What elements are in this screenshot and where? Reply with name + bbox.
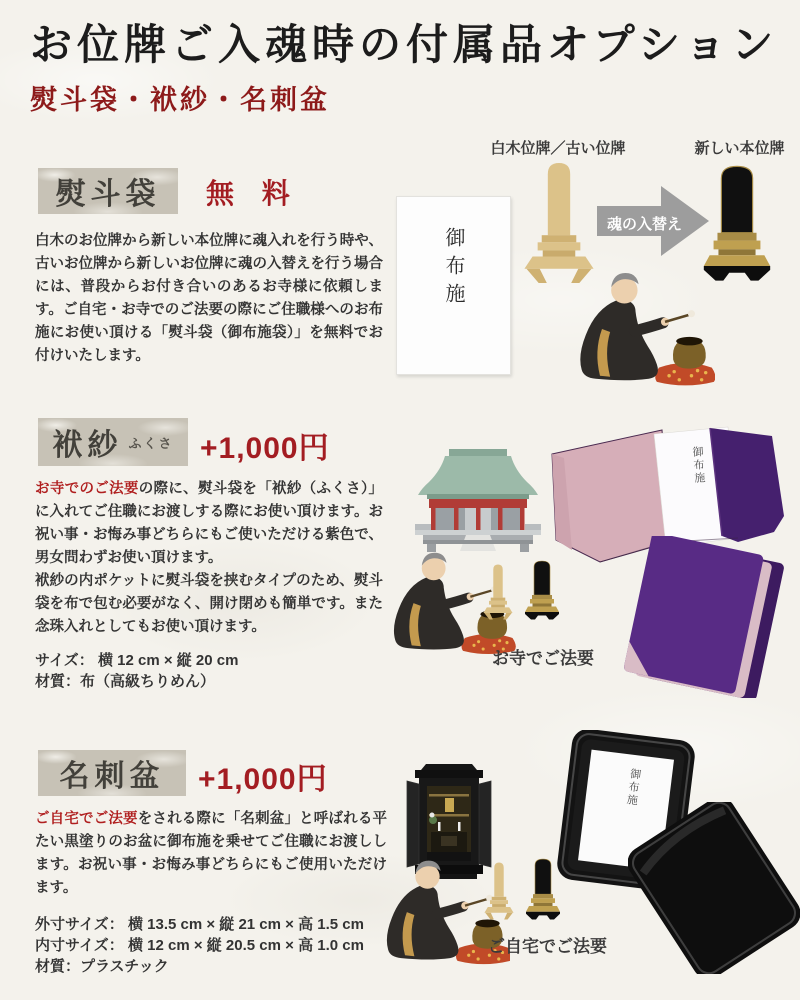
fukusa-spec-material: 材質：布（高級ちりめん） — [35, 673, 216, 690]
page-title: お位牌ご入魂時の付属品オプション — [30, 23, 779, 69]
meishibon-description-red-lead: ご自宅でご法要 — [35, 811, 138, 827]
meishibon-spec-outer: 外寸サイズ： 横 13.5 cm × 縦 21 cm × 高 1.5 cm — [35, 916, 364, 933]
noshibukuro-badge — [38, 168, 178, 214]
plain-ihai-icon — [480, 564, 516, 620]
fukusa-description — [35, 478, 383, 639]
meishibon-price: +1,000円 — [198, 763, 328, 796]
meishibon-spec-material: 材質：プラスチック — [35, 958, 169, 975]
fukusa-description-red-lead: お寺でのご法要 — [35, 481, 139, 497]
temple-icon — [393, 446, 563, 558]
noshibukuro-price: 無 料 — [206, 178, 300, 209]
ofuse-envelope — [396, 196, 511, 375]
ofuse-envelope-text: 御布施 — [442, 227, 464, 311]
page-subtitle: 熨斗袋・袱紗・名刺盆 — [30, 85, 330, 115]
ihai-pair — [481, 858, 564, 920]
fukusa-caption: お寺でご法要 — [492, 649, 594, 668]
tablet-label-right: 新しい本位牌 — [694, 140, 785, 157]
monk-icon — [550, 270, 715, 392]
fukusa-badge-label: 袱紗 — [52, 429, 123, 462]
empty-tray-icon — [628, 802, 800, 974]
fukusa-description-rest: の際に、熨斗袋を「袱紗（ふくさ）」に入れてご住職にお渡しする際にお使い頂けます。お祝い事・お悔み事どちらにもご使いただける紫色で、男女問わずお使い頂けます。 — [35, 481, 384, 566]
meishibon-description-rest: をされる際に「名刺盆」と呼ばれる平たい黒塗りのお盆に御布施を乗せてご住職にお渡しします。お祝い事・お悔み事どちらにもご使用いただけます。 — [35, 811, 387, 896]
meishibon-badge-label: 名刺盆 — [59, 760, 165, 793]
plain-ihai-icon — [516, 162, 602, 284]
fukusa-spec-size: サイズ： 横 12 cm × 縦 20 cm — [35, 652, 239, 669]
fukusa-badge — [38, 418, 188, 466]
meishibon-spec-inner: 内寸サイズ： 横 12 cm × 縦 20.5 cm × 高 1.0 cm — [35, 937, 364, 954]
meishibon-description — [35, 808, 387, 900]
meishibon-caption: ご自宅でご法要 — [488, 937, 607, 956]
noshibukuro-description: 白木のお位牌から新しい本位牌に魂入れを行う時や、古いお位牌から新しいお位牌に魂の入替えを行う場合には、普段からお付き合いのあるお寺様に依頼します。ご自宅・お寺でのご法要の際にご住職様へのお布施にお使い頂ける「熨斗袋（御布施袋）」を無料でお付けいたします。 — [35, 233, 383, 364]
fukusa-badge-ruby: ふくさ — [128, 435, 174, 451]
tray-envelope-text: 御布施 — [624, 767, 642, 808]
plain-ihai-icon — [481, 862, 517, 920]
black-ihai-icon — [521, 560, 563, 620]
noshibukuro-badge-label: 熨斗袋 — [55, 178, 161, 211]
soul-transfer-arrow-label: 魂の入替え — [607, 216, 683, 233]
meishibon-badge — [38, 750, 186, 796]
open-fukusa-envelope-text: 御布施 — [690, 445, 706, 486]
fukusa-price: +1,000円 — [200, 432, 330, 465]
black-ihai-icon — [522, 858, 564, 920]
fukusa-description-2: 袱紗の内ポケットに熨斗袋を挟むタイプのため、熨斗袋を布で包む必要がなく、開け閉めも簡単です。また念珠入れとしてもお使い頂けます。 — [35, 573, 383, 635]
ihai-pair — [480, 560, 563, 620]
black-ihai-icon — [696, 164, 778, 282]
tablet-label-left: 白木位牌／古い位牌 — [490, 140, 626, 157]
closed-fukusa-icon — [606, 536, 798, 698]
